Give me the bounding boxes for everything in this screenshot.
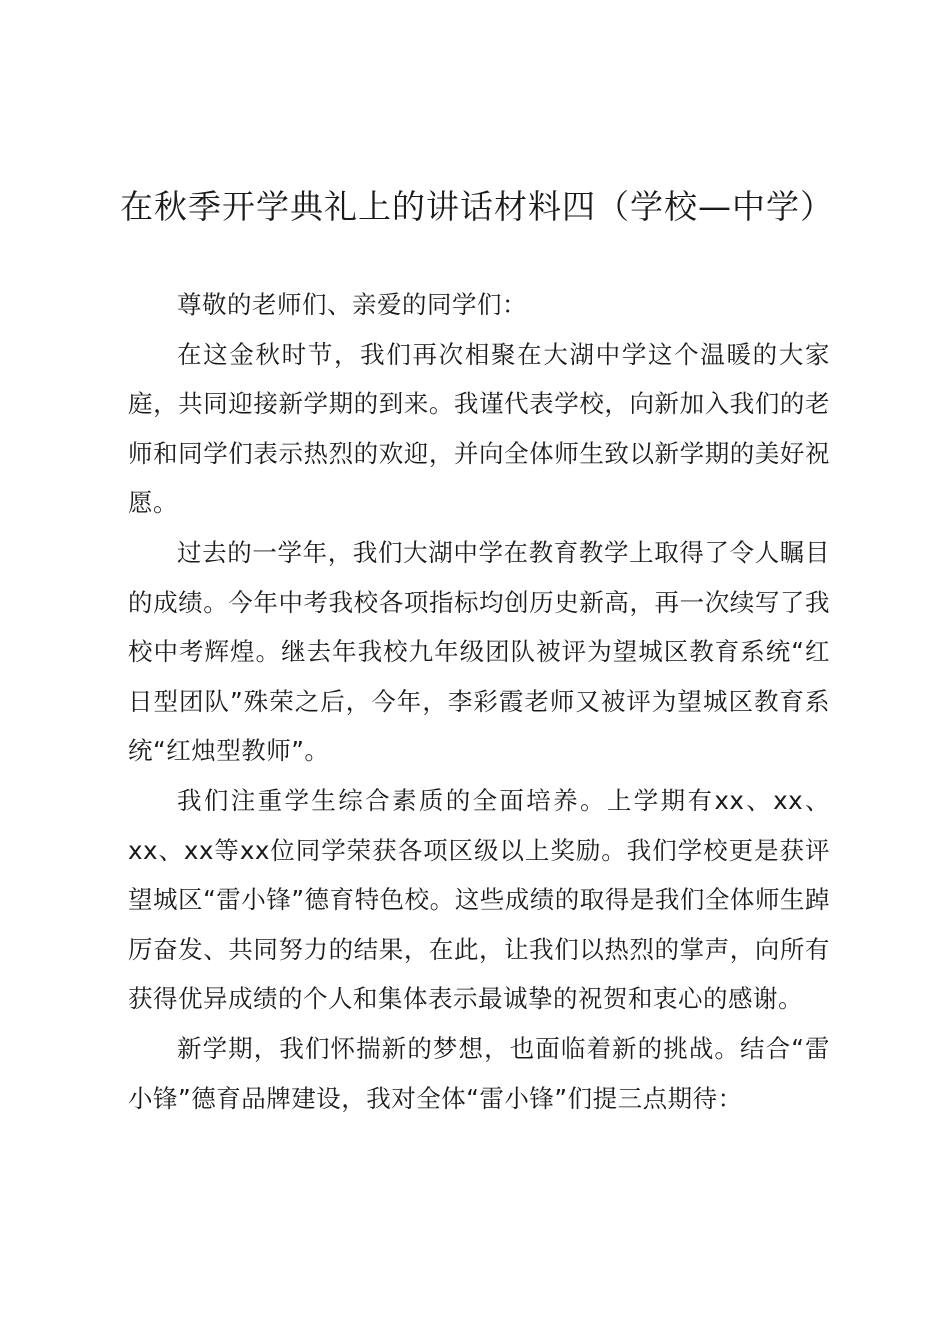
document-title: 在秋季开学典礼上的讲话材料四（学校—中学） <box>120 187 834 226</box>
paragraph-new-semester: 新学期，我们怀揣新的梦想，也面临着新的挑战。结合“雷小锋”德育品牌建设，我对全体“雷小锋”们提三点期待： <box>128 1033 830 1113</box>
paragraph-student-awards: 我们注重学生综合素质的全面培养。上学期有xx、xx、xx、xx等xx位同学荣获各项区级以上奖励。我们学校更是获评望城区“雷小锋”德育特色校。这些成绩的取得是我们全体师生踔厉奋发、共同努力的结果，在此，让我们以热烈的掌声，向所有获得优异成绩的个人和集体表示最诚挚的祝贺和衷心的感谢。 <box>128 785 830 1014</box>
document-body <box>128 280 830 1123</box>
paragraph-salutation: 尊敬的老师们、亲爱的同学们： <box>177 290 527 319</box>
paragraph-welcome: 在这金秋时节，我们再次相聚在大湖中学这个温暖的大家庭，共同迎接新学期的到来。我谨代表学校，向新加入我们的老师和同学们表示热烈的欢迎，并向全体师生致以新学期的美好祝愿。 <box>128 339 830 518</box>
paragraph-achievements: 过去的一学年，我们大湖中学在教育教学上取得了令人瞩目的成绩。今年中考我校各项指标均创历史新高，再一次续写了我校中考辉煌。继去年我校九年级团队被评为望城区教育系统“红日型团队”殊荣之后，今年，李彩霞老师又被评为望城区教育系统“红烛型教师”。 <box>128 537 830 766</box>
